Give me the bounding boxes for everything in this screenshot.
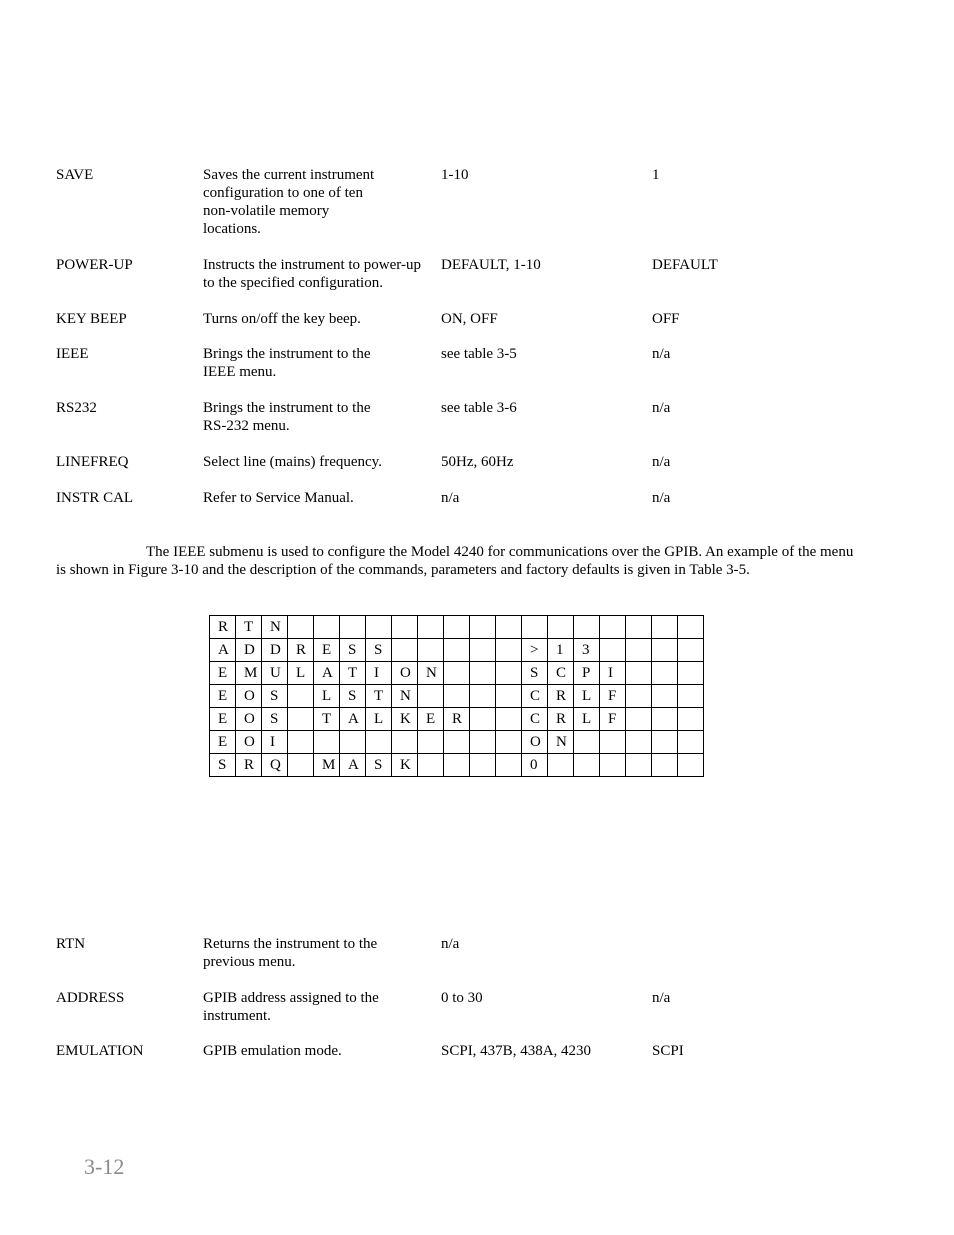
grid-cell <box>652 662 678 685</box>
setting-range: ON, OFF <box>441 311 498 327</box>
grid-cell <box>418 731 444 754</box>
page-number: 3-12 <box>84 1154 125 1179</box>
grid-cell <box>652 616 678 639</box>
setting-name: EMULATION <box>56 1043 144 1059</box>
grid-cell <box>626 639 652 662</box>
grid-cell <box>626 616 652 639</box>
grid-cell: A <box>340 754 366 777</box>
setting-range: n/a <box>441 936 460 952</box>
grid-cell: A <box>314 662 340 685</box>
grid-cell <box>392 731 418 754</box>
grid-row <box>210 708 704 731</box>
grid-cell: N <box>548 731 574 754</box>
grid-cell <box>548 754 574 777</box>
grid-cell <box>444 685 470 708</box>
setting-name: IEEE <box>56 346 89 362</box>
setting-range: n/a <box>441 490 460 506</box>
ieee-intro-paragraph: The IEEE submenu is used to configure the Model 4240 for communications over the GPIB. An example of the menu is shown in Figure 3-10 and the description of the commands, parameters and factory defaults is given in Table 3-5. <box>56 544 854 578</box>
grid-cell: 1 <box>548 639 574 662</box>
grid-cell: O <box>236 731 262 754</box>
grid-cell <box>626 754 652 777</box>
grid-cell: Q <box>262 754 288 777</box>
grid-cell: 3 <box>574 639 600 662</box>
setting-description: Brings the instrument to the RS-232 menu. <box>203 400 371 434</box>
grid-cell: S <box>366 639 392 662</box>
grid-cell <box>652 708 678 731</box>
grid-cell: A <box>210 639 236 662</box>
grid-cell <box>470 616 496 639</box>
setting-name: LINEFREQ <box>56 454 129 470</box>
grid-cell <box>366 616 392 639</box>
grid-cell <box>314 616 340 639</box>
grid-cell <box>288 754 314 777</box>
grid-cell: L <box>574 685 600 708</box>
grid-cell <box>652 685 678 708</box>
grid-cell <box>678 708 704 731</box>
grid-cell: N <box>418 662 444 685</box>
grid-cell <box>600 731 626 754</box>
grid-cell: N <box>392 685 418 708</box>
grid-cell: T <box>314 708 340 731</box>
grid-cell: E <box>210 731 236 754</box>
grid-cell <box>470 754 496 777</box>
grid-cell <box>496 754 522 777</box>
grid-cell <box>496 616 522 639</box>
grid-cell: P <box>574 662 600 685</box>
grid-cell <box>470 708 496 731</box>
grid-cell: D <box>236 639 262 662</box>
grid-cell <box>288 616 314 639</box>
grid-cell <box>392 616 418 639</box>
setting-description: Turns on/off the key beep. <box>203 311 361 327</box>
setting-default: n/a <box>652 990 671 1006</box>
grid-cell: S <box>522 662 548 685</box>
grid-cell <box>288 685 314 708</box>
grid-cell <box>496 731 522 754</box>
grid-cell <box>574 616 600 639</box>
grid-cell <box>444 662 470 685</box>
grid-cell: O <box>236 708 262 731</box>
grid-cell: L <box>314 685 340 708</box>
grid-cell: I <box>600 662 626 685</box>
grid-cell: S <box>210 754 236 777</box>
setting-range: 50Hz, 60Hz <box>441 454 514 470</box>
grid-cell: S <box>340 685 366 708</box>
setting-default: n/a <box>652 454 671 470</box>
setting-name: KEY BEEP <box>56 311 127 327</box>
grid-cell <box>652 754 678 777</box>
grid-cell: R <box>444 708 470 731</box>
grid-cell <box>444 639 470 662</box>
grid-cell: T <box>236 616 262 639</box>
grid-cell <box>548 616 574 639</box>
grid-row <box>210 731 704 754</box>
grid-cell <box>600 616 626 639</box>
setting-default: SCPI <box>652 1043 684 1059</box>
grid-cell: D <box>262 639 288 662</box>
setting-description: Select line (mains) frequency. <box>203 454 382 470</box>
grid-cell: R <box>210 616 236 639</box>
grid-cell <box>678 754 704 777</box>
grid-cell <box>600 754 626 777</box>
grid-cell: > <box>522 639 548 662</box>
grid-cell <box>678 685 704 708</box>
setting-name: INSTR CAL <box>56 490 134 506</box>
grid-cell: I <box>262 731 288 754</box>
grid-cell: S <box>262 685 288 708</box>
setting-range: see table 3-6 <box>441 400 517 416</box>
grid-cell: L <box>288 662 314 685</box>
grid-cell: M <box>314 754 340 777</box>
grid-cell: R <box>548 708 574 731</box>
grid-cell <box>470 731 496 754</box>
grid-cell <box>574 754 600 777</box>
grid-cell <box>678 639 704 662</box>
grid-cell: S <box>366 754 392 777</box>
setting-name: ADDRESS <box>56 990 125 1006</box>
setting-default: n/a <box>652 346 671 362</box>
grid-cell: S <box>262 708 288 731</box>
setting-default: OFF <box>652 311 680 327</box>
grid-row <box>210 662 704 685</box>
grid-cell: T <box>340 662 366 685</box>
setting-range: see table 3-5 <box>441 346 517 362</box>
grid-cell: E <box>314 639 340 662</box>
grid-cell <box>496 685 522 708</box>
setting-description: Refer to Service Manual. <box>203 490 354 506</box>
grid-cell: R <box>288 639 314 662</box>
grid-cell: F <box>600 685 626 708</box>
ieee-menu-display-grid <box>209 615 704 777</box>
grid-cell <box>444 731 470 754</box>
grid-row <box>210 754 704 777</box>
setting-description: GPIB emulation mode. <box>203 1043 342 1059</box>
setting-name: POWER-UP <box>56 257 133 273</box>
setting-description: Brings the instrument to the IEEE menu. <box>203 346 371 380</box>
grid-cell <box>626 662 652 685</box>
grid-cell: R <box>548 685 574 708</box>
grid-cell <box>678 731 704 754</box>
grid-cell: O <box>392 662 418 685</box>
grid-cell <box>314 731 340 754</box>
grid-cell <box>678 662 704 685</box>
setting-range: 0 to 30 <box>441 990 483 1006</box>
grid-cell: E <box>418 708 444 731</box>
setting-range: DEFAULT, 1-10 <box>441 257 541 273</box>
grid-cell <box>288 708 314 731</box>
grid-cell <box>418 685 444 708</box>
grid-cell: 0 <box>522 754 548 777</box>
grid-cell: R <box>236 754 262 777</box>
grid-cell <box>418 754 444 777</box>
grid-cell <box>496 708 522 731</box>
grid-cell <box>470 662 496 685</box>
grid-cell <box>366 731 392 754</box>
grid-cell <box>418 616 444 639</box>
setting-default: n/a <box>652 400 671 416</box>
grid-row <box>210 639 704 662</box>
setting-range: SCPI, 437B, 438A, 4230 <box>441 1043 592 1059</box>
setting-description: Instructs the instrument to power-up to the specified configuration. <box>203 257 421 291</box>
grid-cell <box>626 708 652 731</box>
grid-cell: M <box>236 662 262 685</box>
grid-cell <box>678 616 704 639</box>
setting-range: 1-10 <box>441 167 469 183</box>
grid-cell <box>626 685 652 708</box>
grid-cell <box>340 731 366 754</box>
grid-cell <box>600 639 626 662</box>
grid-cell: K <box>392 754 418 777</box>
grid-cell <box>652 639 678 662</box>
grid-cell <box>444 754 470 777</box>
grid-cell: I <box>366 662 392 685</box>
grid-cell: N <box>262 616 288 639</box>
setting-description: GPIB address assigned to the instrument. <box>203 990 379 1024</box>
grid-cell <box>340 616 366 639</box>
grid-cell <box>496 662 522 685</box>
grid-row <box>210 616 704 639</box>
grid-cell: S <box>340 639 366 662</box>
grid-cell <box>418 639 444 662</box>
grid-cell: O <box>522 731 548 754</box>
grid-cell: C <box>548 662 574 685</box>
grid-cell: E <box>210 708 236 731</box>
grid-cell <box>626 731 652 754</box>
grid-cell: C <box>522 685 548 708</box>
grid-cell <box>470 639 496 662</box>
grid-cell <box>288 731 314 754</box>
grid-cell: C <box>522 708 548 731</box>
setting-default: n/a <box>652 490 671 506</box>
setting-default: DEFAULT <box>652 257 718 273</box>
grid-cell: T <box>366 685 392 708</box>
grid-cell <box>652 731 678 754</box>
grid-cell: O <box>236 685 262 708</box>
setting-name: SAVE <box>56 167 94 183</box>
grid-cell: E <box>210 662 236 685</box>
grid-cell: K <box>392 708 418 731</box>
grid-cell <box>470 685 496 708</box>
setting-default: 1 <box>652 167 660 183</box>
grid-row <box>210 685 704 708</box>
grid-cell <box>496 639 522 662</box>
setting-description: Saves the current instrument configuration to one of ten non-volatile memory locations. <box>203 167 375 237</box>
grid-cell: U <box>262 662 288 685</box>
grid-cell: L <box>574 708 600 731</box>
setting-description: Returns the instrument to the previous menu. <box>203 936 378 970</box>
grid-cell: L <box>366 708 392 731</box>
grid-cell <box>574 731 600 754</box>
grid-cell: A <box>340 708 366 731</box>
grid-cell: F <box>600 708 626 731</box>
grid-cell <box>444 616 470 639</box>
setting-name: RS232 <box>56 400 97 416</box>
setting-name: RTN <box>56 936 86 952</box>
grid-cell <box>522 616 548 639</box>
grid-cell: E <box>210 685 236 708</box>
grid-cell <box>392 639 418 662</box>
